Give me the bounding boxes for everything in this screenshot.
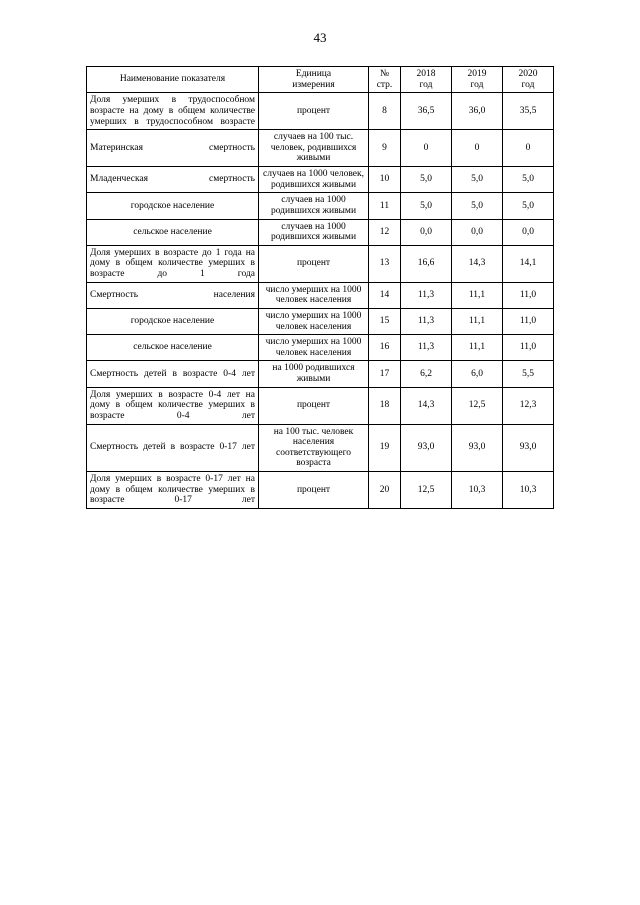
cell-unit: число умерших на 1000 человек населения [259, 282, 369, 308]
cell-value-2018: 16,6 [401, 245, 452, 282]
table-header [87, 67, 554, 93]
cell-value-2020: 12,3 [503, 387, 554, 424]
cell-row-number: 14 [369, 282, 401, 308]
cell-indicator-name: городское население [87, 308, 259, 334]
cell-value-2020: 93,0 [503, 424, 554, 472]
cell-value-2020: 5,0 [503, 167, 554, 193]
cell-indicator-name: Смертность детей в возрасте 0-4 лет [87, 361, 259, 387]
cell-indicator-name: Материнская смертность [87, 130, 259, 167]
column-header-year-2018-line2: год [419, 79, 433, 90]
cell-value-2018: 14,3 [401, 387, 452, 424]
table-row [87, 472, 554, 509]
cell-value-2020: 11,0 [503, 335, 554, 361]
cell-value-2019: 0 [452, 130, 503, 167]
cell-value-2018: 0,0 [401, 219, 452, 245]
table-row [87, 167, 554, 193]
cell-unit: случаев на 1000 человек, родившихся живыми [259, 167, 369, 193]
cell-value-2020: 10,3 [503, 472, 554, 509]
cell-value-2019: 0,0 [452, 219, 503, 245]
cell-value-2020: 35,5 [503, 93, 554, 130]
cell-indicator-name: Смертность населения [87, 282, 259, 308]
cell-row-number: 11 [369, 193, 401, 219]
table-row [87, 424, 554, 472]
column-header-unit-line1: Единица [295, 69, 332, 79]
column-header-year-2019 [452, 67, 503, 93]
cell-indicator-name: сельское население [87, 335, 259, 361]
cell-value-2019: 5,0 [452, 193, 503, 219]
column-header-row-number [369, 67, 401, 93]
cell-indicator-name: Младенческая смертность [87, 167, 259, 193]
column-header-year-2019-line2: год [470, 79, 484, 90]
cell-value-2020: 0,0 [503, 219, 554, 245]
page-number: 43 [313, 30, 327, 45]
cell-value-2018: 11,3 [401, 335, 452, 361]
cell-value-2019: 11,1 [452, 335, 503, 361]
table-row [87, 387, 554, 424]
cell-indicator-name: Доля умерших в возрасте 0-4 лет на дому в общем количестве умерших в возрасте 0-4 лет [87, 387, 259, 424]
cell-indicator-name: городское население [87, 193, 259, 219]
cell-value-2018: 93,0 [401, 424, 452, 472]
cell-unit: процент [259, 472, 369, 509]
cell-unit: на 100 тыс. человек населения соответствующего возраста [259, 424, 369, 472]
cell-value-2020: 5,0 [503, 193, 554, 219]
column-header-year-2020-line1: 2020 [518, 69, 538, 79]
cell-unit: процент [259, 93, 369, 130]
column-header-row-number-line1: № [379, 69, 390, 79]
cell-value-2019: 12,5 [452, 387, 503, 424]
cell-row-number: 9 [369, 130, 401, 167]
cell-value-2020: 14,1 [503, 245, 554, 282]
cell-row-number: 13 [369, 245, 401, 282]
cell-value-2020: 0 [503, 130, 554, 167]
cell-unit: процент [259, 387, 369, 424]
cell-value-2018: 36,5 [401, 93, 452, 130]
cell-value-2020: 11,0 [503, 282, 554, 308]
cell-row-number: 19 [369, 424, 401, 472]
cell-unit: число умерших на 1000 человек населения [259, 308, 369, 334]
cell-unit: случаев на 1000 родившихся живыми [259, 219, 369, 245]
table-row [87, 335, 554, 361]
cell-value-2019: 36,0 [452, 93, 503, 130]
table-row [87, 361, 554, 387]
cell-row-number: 17 [369, 361, 401, 387]
cell-row-number: 18 [369, 387, 401, 424]
column-header-row-number-line2: стр. [376, 79, 393, 90]
indicators-table-container [86, 66, 554, 509]
column-header-indicator-name: Наименование показателя [87, 67, 259, 93]
cell-value-2018: 11,3 [401, 282, 452, 308]
table-row [87, 93, 554, 130]
cell-indicator-name: Доля умерших в возрасте до 1 года на дому в общем количестве умерших в возрасте до 1 года [87, 245, 259, 282]
cell-value-2019: 11,1 [452, 308, 503, 334]
table-header-row [87, 67, 554, 93]
table-row [87, 308, 554, 334]
cell-row-number: 12 [369, 219, 401, 245]
cell-row-number: 15 [369, 308, 401, 334]
cell-unit: процент [259, 245, 369, 282]
cell-indicator-name: Смертность детей в возрасте 0-17 лет [87, 424, 259, 472]
table-row [87, 282, 554, 308]
cell-value-2019: 11,1 [452, 282, 503, 308]
cell-unit: число умерших на 1000 человек населения [259, 335, 369, 361]
cell-value-2018: 12,5 [401, 472, 452, 509]
cell-unit: случаев на 100 тыс. человек, родившихся живыми [259, 130, 369, 167]
column-header-unit-line2: измерения [292, 79, 335, 90]
cell-value-2019: 93,0 [452, 424, 503, 472]
cell-row-number: 16 [369, 335, 401, 361]
cell-value-2019: 14,3 [452, 245, 503, 282]
column-header-year-2018 [401, 67, 452, 93]
column-header-year-2018-line1: 2018 [416, 69, 436, 79]
cell-row-number: 10 [369, 167, 401, 193]
cell-indicator-name: сельское население [87, 219, 259, 245]
cell-value-2020: 11,0 [503, 308, 554, 334]
table-row [87, 245, 554, 282]
cell-unit: на 1000 родившихся живыми [259, 361, 369, 387]
cell-value-2019: 5,0 [452, 167, 503, 193]
cell-value-2020: 5,5 [503, 361, 554, 387]
cell-value-2019: 10,3 [452, 472, 503, 509]
cell-indicator-name: Доля умерших в трудоспособном возрасте на дому в общем количестве умерших в трудоспособном возрасте [87, 93, 259, 130]
cell-row-number: 20 [369, 472, 401, 509]
cell-value-2018: 0 [401, 130, 452, 167]
indicators-table [86, 66, 554, 509]
cell-indicator-name: Доля умерших в возрасте 0-17 лет на дому в общем количестве умерших в возрасте 0-17 лет [87, 472, 259, 509]
table-row [87, 219, 554, 245]
cell-value-2018: 11,3 [401, 308, 452, 334]
column-header-year-2020 [503, 67, 554, 93]
cell-value-2018: 5,0 [401, 193, 452, 219]
cell-unit: случаев на 1000 родившихся живыми [259, 193, 369, 219]
cell-row-number: 8 [369, 93, 401, 130]
table-body [87, 93, 554, 509]
column-header-year-2020-line2: год [521, 79, 535, 90]
cell-value-2019: 6,0 [452, 361, 503, 387]
table-row [87, 193, 554, 219]
column-header-unit [259, 67, 369, 93]
table-row [87, 130, 554, 167]
column-header-year-2019-line1: 2019 [467, 69, 487, 79]
cell-value-2018: 5,0 [401, 167, 452, 193]
cell-value-2018: 6,2 [401, 361, 452, 387]
